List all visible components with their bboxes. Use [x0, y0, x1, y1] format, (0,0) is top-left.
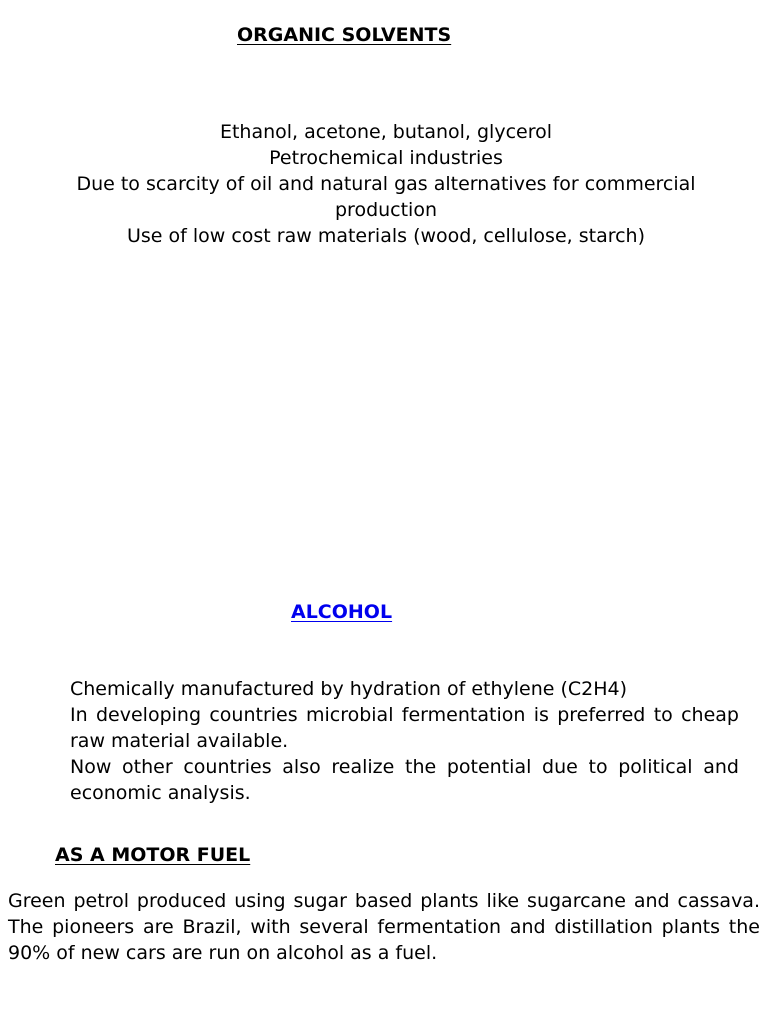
alcohol-paragraph: Now other countries also realize the potential due to political and economic analysis.	[70, 756, 739, 804]
solvent-line: Petrochemical industries	[269, 147, 503, 169]
motor-fuel-heading: AS A MOTOR FUEL	[55, 844, 251, 866]
alcohol-paragraph: In developing countries microbial fermentation is preferred to cheap raw material available.	[70, 704, 739, 752]
solvent-line: Due to scarcity of oil and natural gas alternatives for commercial production	[76, 173, 696, 221]
organic-solvents-list	[40, 119, 732, 249]
solvent-line: Ethanol, acetone, butanol, glycerol	[219, 121, 553, 143]
motor-fuel-text: Green petrol produced using sugar based plants like sugarcane and cassava. The pioneers are Brazil, with several fermentation and distillation plants the 90% of new cars are run on alcohol as a fuel.	[8, 890, 760, 964]
alcohol-paragraphs	[70, 676, 739, 806]
organic-solvents-heading: ORGANIC SOLVENTS	[237, 24, 452, 46]
alcohol-paragraph: Chemically manufactured by hydration of ethylene (C2H4)	[70, 678, 628, 700]
motor-fuel-paragraph	[8, 888, 760, 966]
alcohol-heading: ALCOHOL	[291, 601, 393, 623]
solvent-line: Use of low cost raw materials (wood, cellulose, starch)	[126, 225, 646, 247]
